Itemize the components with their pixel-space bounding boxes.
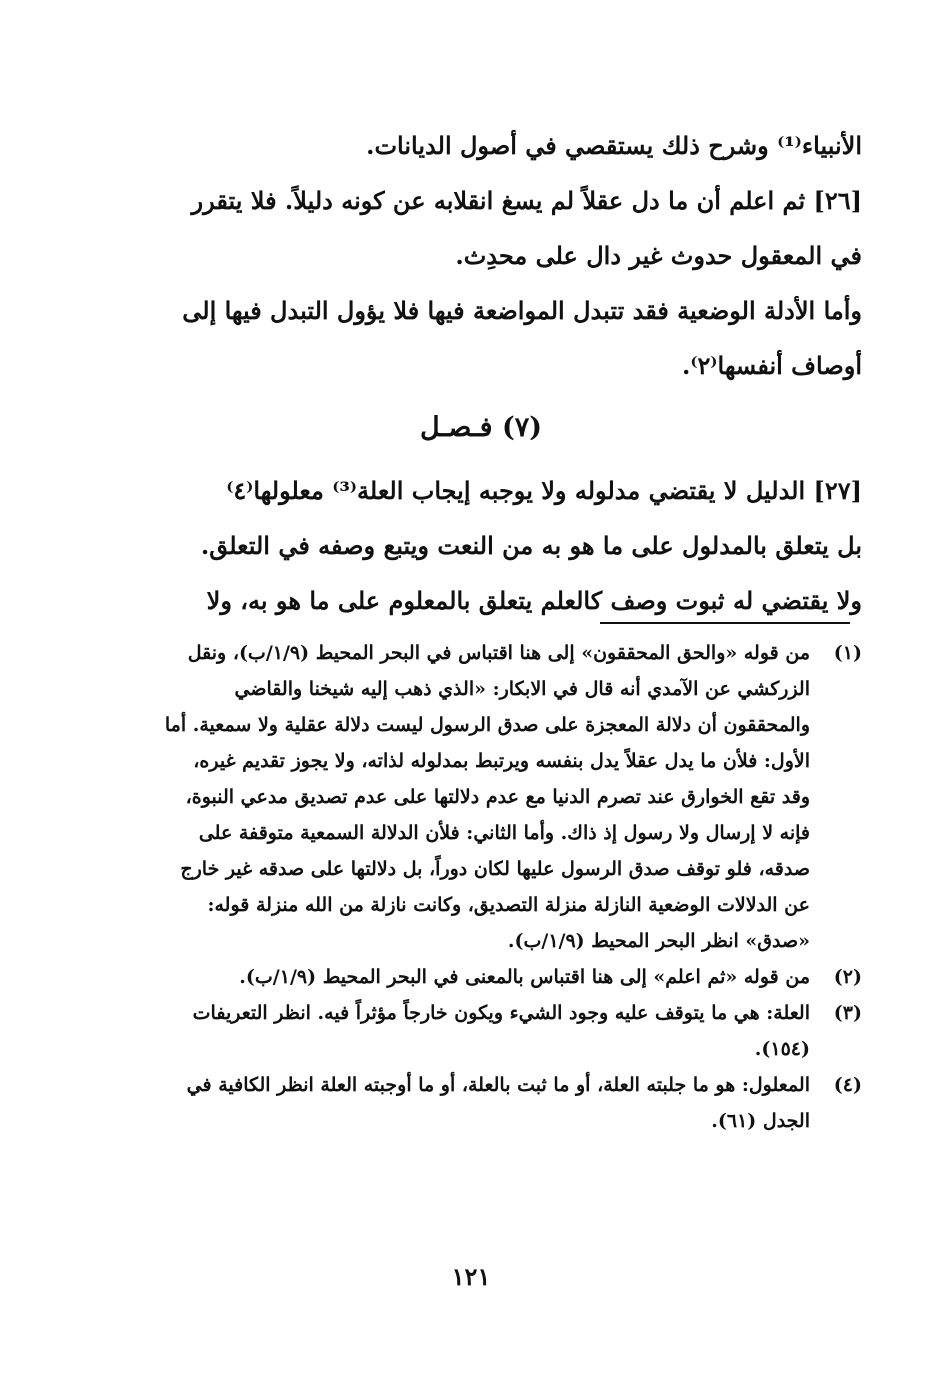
footnote-line: المعلول: هو ما جلبته العلة، أو ما ثبت بالعلة، أو ما أوجبته العلة انظر الكافية في xyxy=(186,1074,810,1096)
footnote-line: «صدق» انظر البحر المحيط (١/٩/ب). xyxy=(507,930,810,952)
footnote-line: من قوله «والحق المحققون» إلى هنا اقتباس في البحر المحيط (١/٩/ب)، ونقل xyxy=(187,642,810,664)
footnote-line: العلة: هي ما يتوقف عليه وجود الشيء ويكون خارجاً مؤثراً فيه. انظر التعريفات xyxy=(192,1002,810,1024)
footnotes xyxy=(100,635,862,1139)
footnote-line: صدقه، فلو توقف صدق الرسول عليها لكان دوراً، بل دلالتها على صدقه غير خارج xyxy=(180,858,810,880)
footnote-line: من قوله «ثم اعلم» إلى هنا اقتباس بالمعنى في البحر المحيط (١/٩/ب). xyxy=(239,966,810,988)
footnote-line: وقد تقع الخوارق عند تصرم الدنيا مع عدم دلالتها على عدم تصديق مدعي النبوة، xyxy=(185,786,810,808)
footnote-separator xyxy=(600,622,850,624)
footnote-line: الزركشي عن الآمدي أنه قال في الابكار: «الذي ذهب إليه شيخنا والقاضي xyxy=(234,678,810,700)
footnote-body xyxy=(100,1067,810,1139)
text-line: [٢٧] الدليل لا يقتضي مدلوله ولا يوجبه إيجاب العلة⁽³⁾ معلولها⁽٤⁾ xyxy=(226,476,862,505)
text-line: [٢٦] ثم اعلم أن ما دل عقلاً لم يسغ انقلابه عن كونه دليلاً. فلا يتقرر xyxy=(191,186,862,215)
footnote-line: والمحققون أن دلالة المعجزة على صدق الرسول ليست دلالة عقلية ولا سمعية. أما xyxy=(164,714,810,736)
footnote-line: فإنه لا إرسال ولا رسول إذ ذاك. وأما الثاني: فلأن الدلالة السمعية متوقفة على xyxy=(198,822,810,844)
footnote-number: (١) xyxy=(833,642,862,664)
footnote-2 xyxy=(100,959,862,995)
footnote-line: (١٥٤). xyxy=(754,1038,810,1060)
footnote-1 xyxy=(100,635,862,959)
footnote-line: الجدل (٦١). xyxy=(711,1110,810,1132)
text-line: أوصاف أنفسها⁽٢⁾. xyxy=(681,351,862,380)
footnote-line: عن الدلالات الوضعية النازلة منزلة التصديق، وكانت نازلة من الله منزلة قوله: xyxy=(207,894,810,916)
page-number: ١٢١ xyxy=(451,1262,491,1291)
text-line: الأنبياء⁽¹⁾ وشرح ذلك يستقصي في أصول الديانات. xyxy=(366,131,862,160)
footnote-number: (٤) xyxy=(833,1074,862,1096)
section-heading: (٧) فـصـل xyxy=(419,412,543,443)
footnote-body xyxy=(100,635,810,959)
footnote-number: (٢) xyxy=(833,966,862,988)
text-line: في المعقول حدوث غير دال على محدِث. xyxy=(455,241,862,270)
footnote-number: (٣) xyxy=(833,1002,862,1024)
footnote-4 xyxy=(100,1067,862,1139)
footnote-body xyxy=(100,995,810,1067)
text-line: ولا يقتضي له ثبوت وصف كالعلم يتعلق بالمعلوم على ما هو به، ولا xyxy=(206,586,862,615)
footnote-3 xyxy=(100,995,862,1067)
footnote-line: الأول: فلأن ما يدل عقلاً يدل بنفسه ويرتبط بمدلوله لذاته، ولا يجوز تقديم غيره، xyxy=(193,750,810,772)
text-line: وأما الأدلة الوضعية فقد تتبدل المواضعة فيها فلا يؤول التبدل فيها إلى xyxy=(182,296,862,325)
text-line: بل يتعلق بالمدلول على ما هو به من النعت ويتبع وصفه في التعلق. xyxy=(200,531,862,560)
main-text xyxy=(100,118,862,628)
footnote-body xyxy=(100,959,810,995)
